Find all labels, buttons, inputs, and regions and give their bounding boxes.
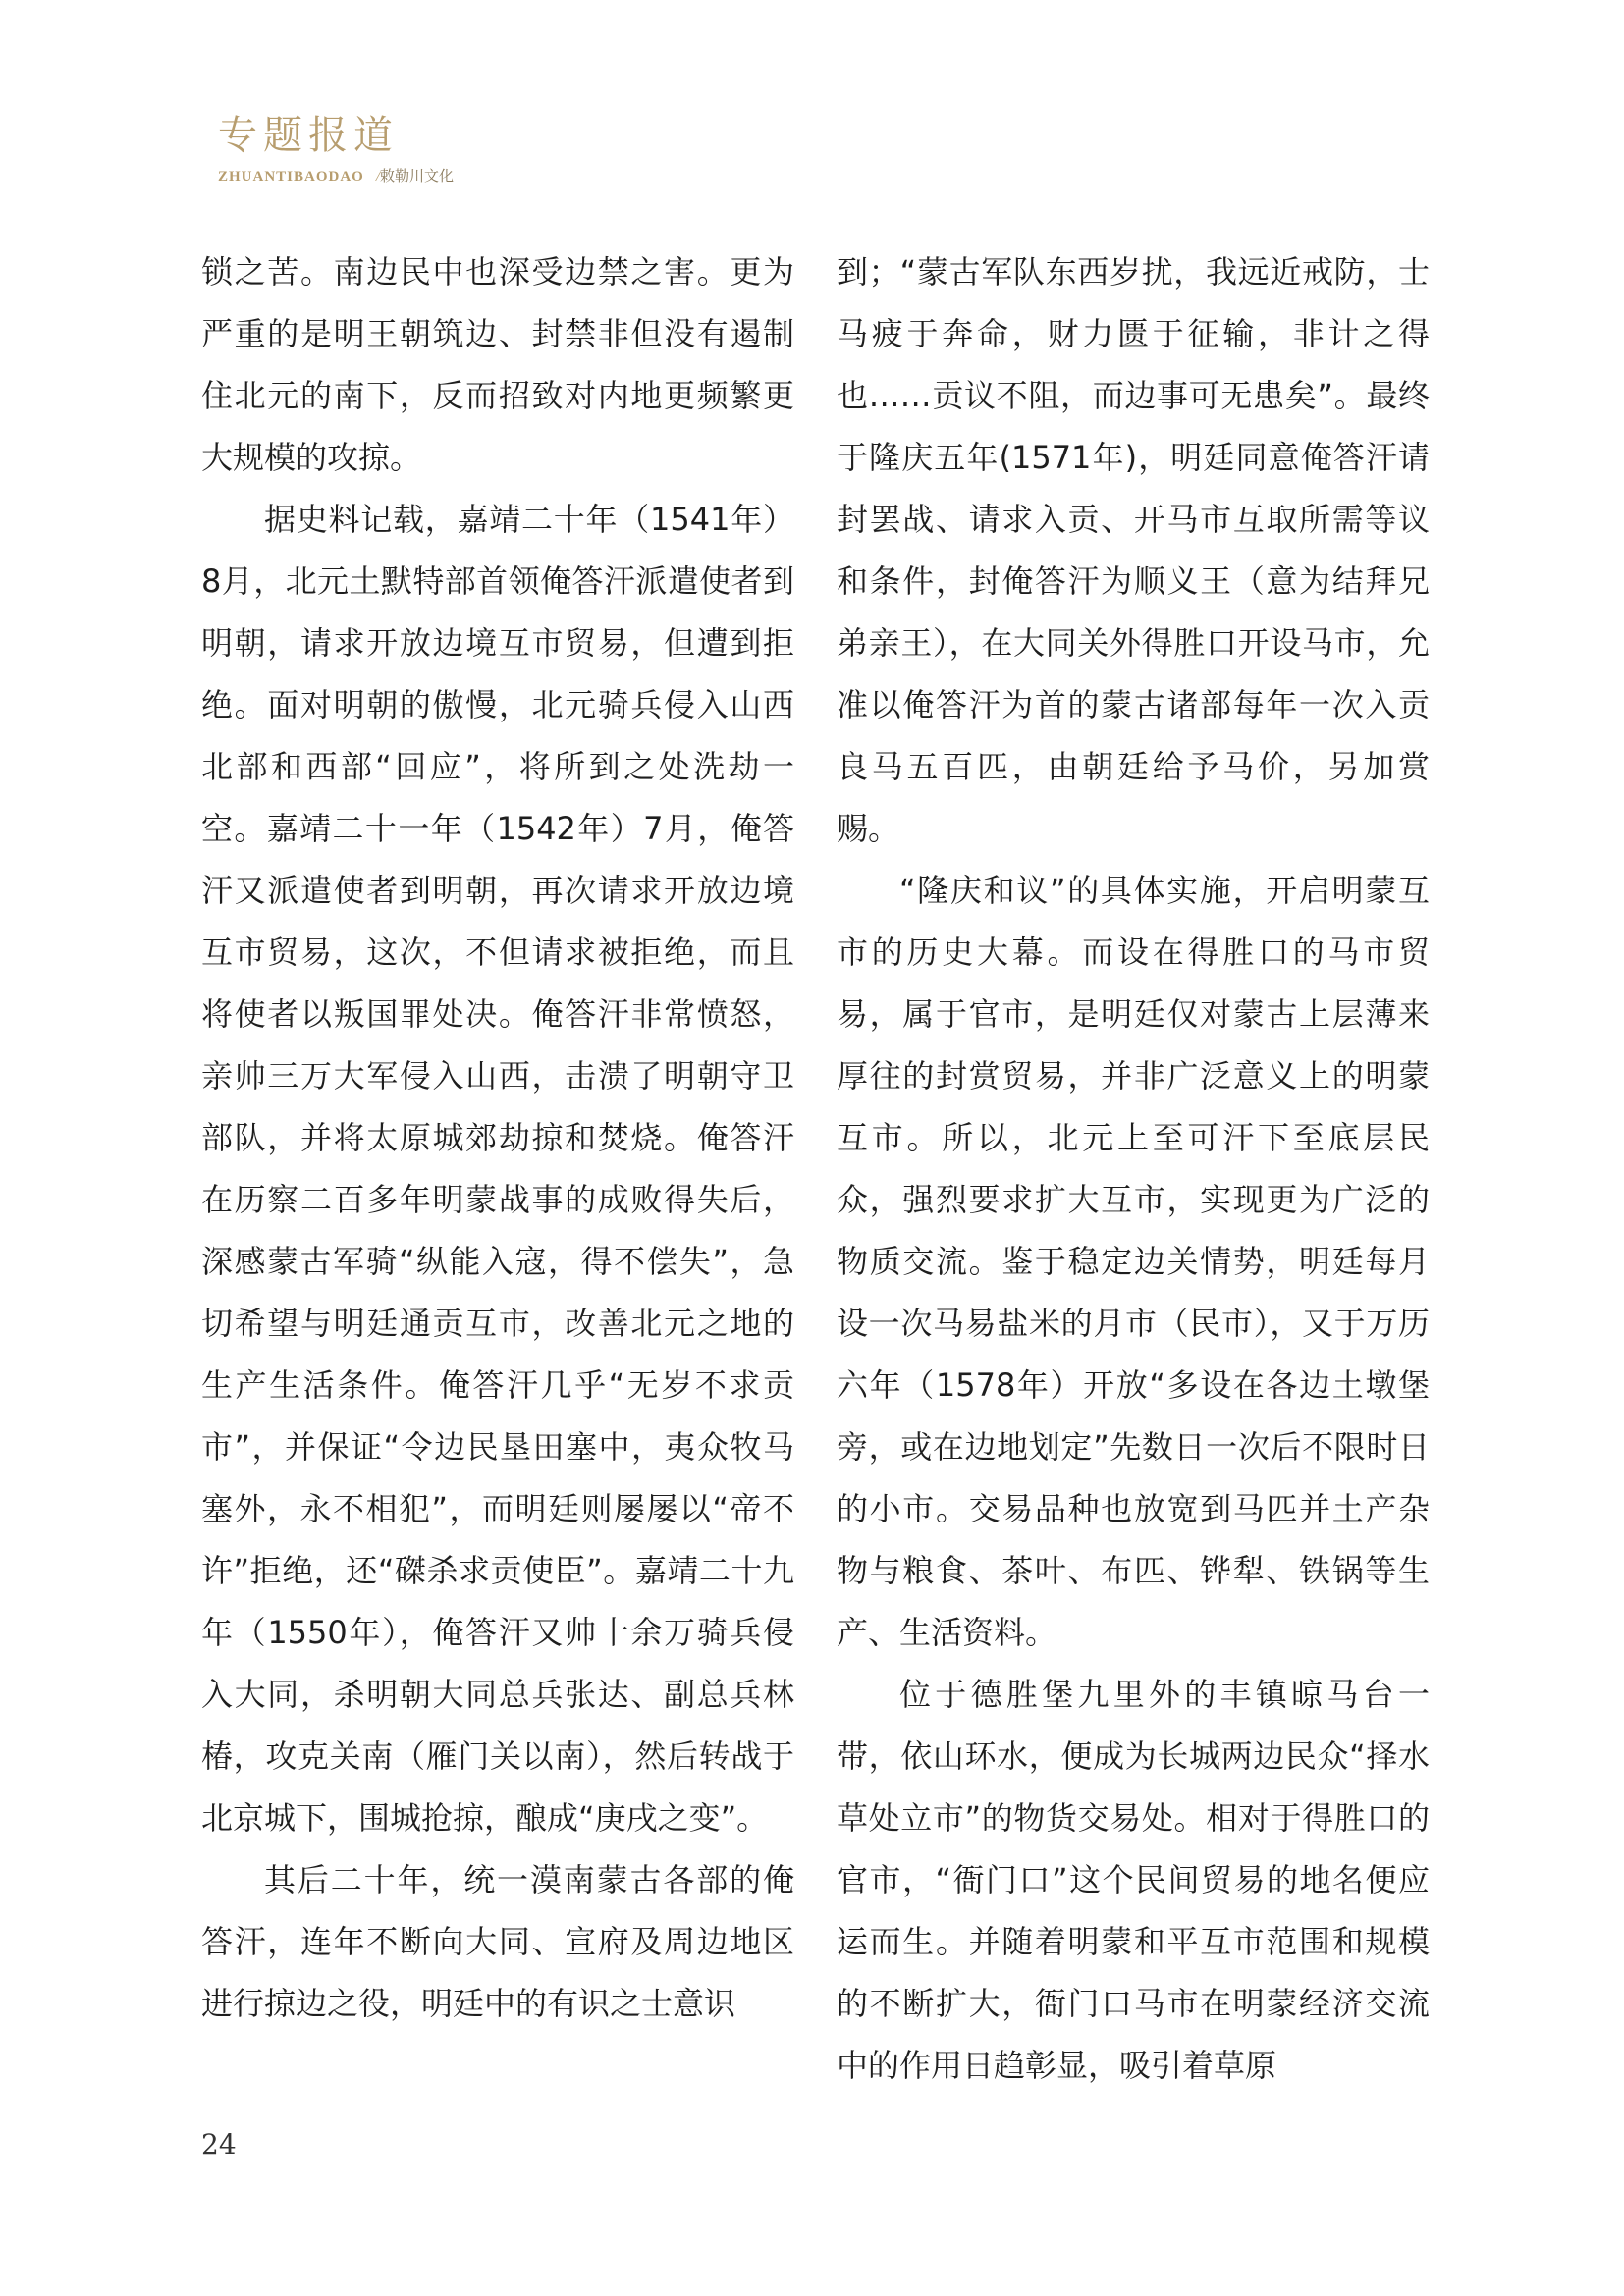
- section-title: 专题报道: [218, 113, 399, 158]
- paragraph: 其后二十年，统一漠南蒙古各部的俺答汗，连年不断向大同、宣府及周边地区进行掠边之役，明廷中的有识之士意识: [201, 1861, 794, 2022]
- left-column: [201, 241, 794, 2035]
- section-category: 敕勒川文化: [380, 169, 455, 185]
- paragraph: 位于德胜堡九里外的丰镇晾马台一带，依山环水，便成为长城两边民众“择水草处立市”的物货交易处。相对于得胜口的官市，“衙门口”这个民间贸易的地名便应运而生。并随着明蒙和平互市范围和规模的不断扩大，衙门口马市在明蒙经济交流中的作用日趋彰显，吸引着草原: [837, 1676, 1430, 2084]
- paragraph: 锁之苦。南边民中也深受边禁之害。更为严重的是明王朝筑边、封禁非但没有遏制住北元的南下，反而招致对内地更频繁更大规模的攻掠。: [201, 253, 794, 476]
- paragraph: 到；“蒙古军队东西岁扰，我远近戒防，士马疲于奔命，财力匮于征输，非计之得也……贡议不阻，而边事可无患矣”。最终于隆庆五年(1571年)，明廷同意俺答汗请封罢战、请求入贡、开马市互取所需等议和条件，封俺答汗为顺义王（意为结拜兄弟亲王），在大同关外得胜口开设马市，允准以俺答汗为首的蒙古诸部每年一次入贡良马五百匹，由朝廷给予马价，另加赏赐。: [837, 253, 1430, 847]
- right-column: [837, 241, 1430, 2097]
- page-number: 24: [201, 2128, 237, 2161]
- paragraph: “隆庆和议”的具体实施，开启明蒙互市的历史大幕。而设在得胜口的马市贸易，属于官市，是明廷仅对蒙古上层薄来厚往的封赏贸易，并非广泛意义上的明蒙互市。所以，北元上至可汗下至底层民众，强烈要求扩大互市，实现更为广泛的物质交流。鉴于稳定边关情势，明廷每月设一次马易盐米的月市（民市），又于万历六年（1578年）开放“多设在各边土墩堡旁，或在边地划定”先数日一次后不限时日的小市。交易品种也放宽到马匹并土产杂物与粮食、茶叶、布匹、铧犁、铁锅等生产、生活资料。: [837, 872, 1430, 1651]
- section-separator: /: [375, 169, 381, 185]
- section-latin: ZHUANTIBAODAO: [218, 169, 364, 185]
- paragraph: 据史料记载，嘉靖二十年（1541年）8月，北元土默特部首领俺答汗派遣使者到明朝，请求开放边境互市贸易，但遭到拒绝。面对明朝的傲慢，北元骑兵侵入山西北部和西部“回应”，将所到之处洗劫一空。嘉靖二十一年（1542年）7月，俺答汗又派遣使者到明朝，再次请求开放边境互市贸易，这次，不但请求被拒绝，而且将使者以叛国罪处决。俺答汗非常愤怒，亲帅三万大军侵入山西，击溃了明朝守卫部队，并将太原城郊劫掠和焚烧。俺答汗在历察二百多年明蒙战事的成败得失后，深感蒙古军骑“纵能入寇，得不偿失”，急切希望与明廷通贡互市，改善北元之地的生产生活条件。俺答汗几乎“无岁不求贡市”，并保证“令边民垦田塞中，夷众牧马塞外，永不相犯”，而明廷则屡屡以“帝不许”拒绝，还“磔杀求贡使臣”。嘉靖二十九年（1550年），俺答汗又帅十余万骑兵侵入大同，杀明朝大同总兵张达、副总兵林椿，攻克关南（雁门关以南），然后转战于北京城下，围城抢掠，酿成“庚戌之变”。: [201, 501, 794, 1837]
- section-subtitle: [218, 165, 454, 186]
- section-header: [218, 113, 455, 186]
